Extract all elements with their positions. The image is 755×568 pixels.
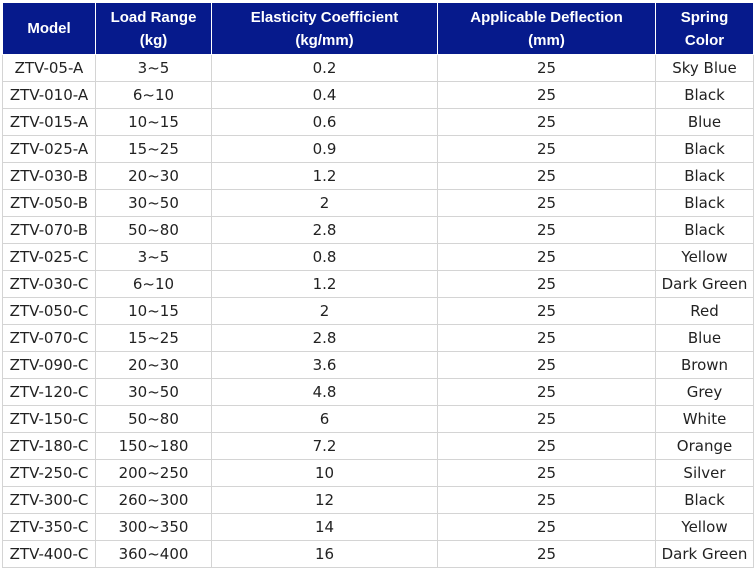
deflection-cell: 25 bbox=[438, 55, 656, 82]
model-cell: ZTV-050-B bbox=[3, 190, 96, 217]
load-range-cell: 20~30 bbox=[96, 163, 212, 190]
deflection-cell: 25 bbox=[438, 325, 656, 352]
table-row bbox=[3, 55, 754, 82]
model-cell: ZTV-400-C bbox=[3, 541, 96, 568]
deflection-cell: 25 bbox=[438, 487, 656, 514]
elasticity-cell: 0.8 bbox=[212, 244, 438, 271]
elasticity-cell: 0.2 bbox=[212, 55, 438, 82]
elasticity-cell: 1.2 bbox=[212, 163, 438, 190]
elasticity-cell: 4.8 bbox=[212, 379, 438, 406]
header-model bbox=[3, 3, 96, 55]
deflection-cell: 25 bbox=[438, 379, 656, 406]
table-row bbox=[3, 271, 754, 298]
model-cell: ZTV-300-C bbox=[3, 487, 96, 514]
table-row bbox=[3, 244, 754, 271]
spring-color-cell: Black bbox=[656, 217, 754, 244]
load-range-cell: 50~80 bbox=[96, 217, 212, 244]
deflection-cell: 25 bbox=[438, 406, 656, 433]
deflection-cell: 25 bbox=[438, 433, 656, 460]
table-row bbox=[3, 163, 754, 190]
spring-color-cell: Silver bbox=[656, 460, 754, 487]
elasticity-cell: 12 bbox=[212, 487, 438, 514]
deflection-cell: 25 bbox=[438, 298, 656, 325]
table-row bbox=[3, 460, 754, 487]
load-range-cell: 15~25 bbox=[96, 325, 212, 352]
model-cell: ZTV-070-B bbox=[3, 217, 96, 244]
spring-color-cell: Blue bbox=[656, 325, 754, 352]
header-spring-color bbox=[656, 3, 754, 55]
header-line: Applicable Deflection bbox=[470, 8, 623, 26]
model-cell: ZTV-050-C bbox=[3, 298, 96, 325]
elasticity-cell: 2.8 bbox=[212, 217, 438, 244]
spring-color-cell: Dark Green bbox=[656, 271, 754, 298]
elasticity-cell: 1.2 bbox=[212, 271, 438, 298]
spring-color-cell: Dark Green bbox=[656, 541, 754, 568]
table-row bbox=[3, 514, 754, 541]
load-range-cell: 6~10 bbox=[96, 271, 212, 298]
deflection-cell: 25 bbox=[438, 163, 656, 190]
header-line: Elasticity Coefficient bbox=[250, 8, 399, 26]
model-cell: ZTV-030-B bbox=[3, 163, 96, 190]
load-range-cell: 3~5 bbox=[96, 55, 212, 82]
table-row bbox=[3, 136, 754, 163]
load-range-cell: 150~180 bbox=[96, 433, 212, 460]
table-row bbox=[3, 541, 754, 568]
load-range-cell: 300~350 bbox=[96, 514, 212, 541]
load-range-cell: 6~10 bbox=[96, 82, 212, 109]
header-applicable-deflection bbox=[438, 3, 656, 55]
deflection-cell: 25 bbox=[438, 109, 656, 136]
model-cell: ZTV-180-C bbox=[3, 433, 96, 460]
header-line: Model bbox=[27, 20, 71, 37]
header-row bbox=[3, 3, 754, 55]
elasticity-cell: 3.6 bbox=[212, 352, 438, 379]
table-body bbox=[3, 55, 754, 568]
model-cell: ZTV-120-C bbox=[3, 379, 96, 406]
elasticity-cell: 6 bbox=[212, 406, 438, 433]
elasticity-cell: 14 bbox=[212, 514, 438, 541]
elasticity-cell: 2 bbox=[212, 190, 438, 217]
model-cell: ZTV-350-C bbox=[3, 514, 96, 541]
load-range-cell: 3~5 bbox=[96, 244, 212, 271]
model-cell: ZTV-025-C bbox=[3, 244, 96, 271]
header-elasticity-coefficient bbox=[212, 3, 438, 55]
load-range-cell: 15~25 bbox=[96, 136, 212, 163]
load-range-cell: 260~300 bbox=[96, 487, 212, 514]
spring-color-cell: Black bbox=[656, 190, 754, 217]
table-row bbox=[3, 82, 754, 109]
elasticity-cell: 0.6 bbox=[212, 109, 438, 136]
deflection-cell: 25 bbox=[438, 541, 656, 568]
deflection-cell: 25 bbox=[438, 190, 656, 217]
model-cell: ZTV-05-A bbox=[3, 55, 96, 82]
table-header bbox=[3, 3, 754, 55]
spring-color-cell: Black bbox=[656, 487, 754, 514]
header-line: Color bbox=[684, 31, 725, 49]
spring-color-cell: Orange bbox=[656, 433, 754, 460]
elasticity-cell: 2 bbox=[212, 298, 438, 325]
load-range-cell: 20~30 bbox=[96, 352, 212, 379]
table-row bbox=[3, 217, 754, 244]
deflection-cell: 25 bbox=[438, 271, 656, 298]
table-row bbox=[3, 298, 754, 325]
header-line: (mm) bbox=[528, 31, 565, 49]
deflection-cell: 25 bbox=[438, 136, 656, 163]
load-range-cell: 10~15 bbox=[96, 298, 212, 325]
table-row bbox=[3, 433, 754, 460]
load-range-cell: 30~50 bbox=[96, 379, 212, 406]
deflection-cell: 25 bbox=[438, 352, 656, 379]
table-row bbox=[3, 325, 754, 352]
table-row bbox=[3, 379, 754, 406]
deflection-cell: 25 bbox=[438, 244, 656, 271]
model-cell: ZTV-250-C bbox=[3, 460, 96, 487]
deflection-cell: 25 bbox=[438, 514, 656, 541]
elasticity-cell: 7.2 bbox=[212, 433, 438, 460]
load-range-cell: 30~50 bbox=[96, 190, 212, 217]
spring-color-cell: Black bbox=[656, 82, 754, 109]
model-cell: ZTV-090-C bbox=[3, 352, 96, 379]
model-cell: ZTV-015-A bbox=[3, 109, 96, 136]
model-cell: ZTV-010-A bbox=[3, 82, 96, 109]
model-cell: ZTV-030-C bbox=[3, 271, 96, 298]
header-load-range bbox=[96, 3, 212, 55]
deflection-cell: 25 bbox=[438, 460, 656, 487]
load-range-cell: 50~80 bbox=[96, 406, 212, 433]
model-cell: ZTV-150-C bbox=[3, 406, 96, 433]
elasticity-cell: 10 bbox=[212, 460, 438, 487]
load-range-cell: 360~400 bbox=[96, 541, 212, 568]
header-line: (kg) bbox=[139, 31, 168, 49]
deflection-cell: 25 bbox=[438, 217, 656, 244]
table-row bbox=[3, 406, 754, 433]
spring-spec-table bbox=[2, 2, 754, 568]
header-line: (kg/mm) bbox=[295, 31, 354, 49]
spring-color-cell: Red bbox=[656, 298, 754, 325]
spring-color-cell: Blue bbox=[656, 109, 754, 136]
load-range-cell: 10~15 bbox=[96, 109, 212, 136]
spring-color-cell: Sky Blue bbox=[656, 55, 754, 82]
spring-color-cell: Black bbox=[656, 163, 754, 190]
table-row bbox=[3, 109, 754, 136]
model-cell: ZTV-070-C bbox=[3, 325, 96, 352]
spring-color-cell: White bbox=[656, 406, 754, 433]
spring-color-cell: Brown bbox=[656, 352, 754, 379]
spring-color-cell: Grey bbox=[656, 379, 754, 406]
elasticity-cell: 0.9 bbox=[212, 136, 438, 163]
elasticity-cell: 0.4 bbox=[212, 82, 438, 109]
header-line: Load Range bbox=[110, 8, 197, 26]
deflection-cell: 25 bbox=[438, 82, 656, 109]
spring-color-cell: Yellow bbox=[656, 514, 754, 541]
spring-color-cell: Yellow bbox=[656, 244, 754, 271]
table-row bbox=[3, 190, 754, 217]
elasticity-cell: 16 bbox=[212, 541, 438, 568]
table-row bbox=[3, 352, 754, 379]
header-line: Spring bbox=[680, 8, 729, 26]
model-cell: ZTV-025-A bbox=[3, 136, 96, 163]
spring-color-cell: Black bbox=[656, 136, 754, 163]
table-row bbox=[3, 487, 754, 514]
load-range-cell: 200~250 bbox=[96, 460, 212, 487]
elasticity-cell: 2.8 bbox=[212, 325, 438, 352]
